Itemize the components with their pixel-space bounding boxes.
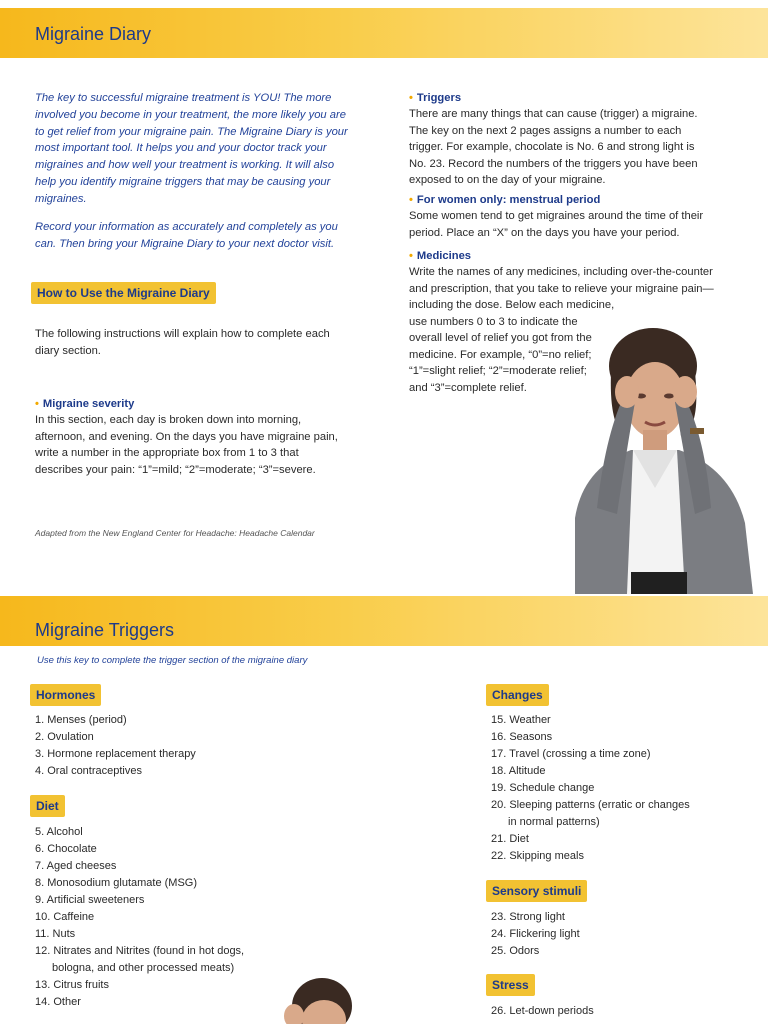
sensory-list bbox=[491, 909, 580, 960]
medicines-line: and “3”=complete relief. bbox=[409, 381, 527, 394]
stress-label: Stress bbox=[486, 974, 535, 996]
how-to-use-text: The following instructions will explain how to complete each diary section. bbox=[35, 328, 330, 357]
bullet-icon: • bbox=[409, 194, 413, 206]
list-item: 19. Schedule change bbox=[491, 782, 595, 794]
diary-title: Migraine Diary bbox=[35, 24, 152, 44]
diet-label: Diet bbox=[30, 795, 65, 817]
medicines-line: “1”=slight relief; “2”=moderate relief; bbox=[409, 365, 587, 377]
triggers-heading: Triggers bbox=[416, 92, 462, 104]
list-item: 7. Aged cheeses bbox=[35, 860, 117, 872]
list-item: 2. Ovulation bbox=[35, 731, 94, 743]
list-item: 25. Odors bbox=[491, 945, 540, 957]
stress-list bbox=[491, 1003, 594, 1020]
triggers-title: Migraine Triggers bbox=[35, 620, 175, 640]
credit-note: Adapted from the New England Center for Headache: Headache Calendar bbox=[35, 528, 315, 538]
list-item: 15. Weather bbox=[491, 714, 551, 726]
women-heading: For women only: menstrual period bbox=[416, 194, 601, 206]
list-item: 14. Other bbox=[35, 996, 81, 1008]
list-item: 13. Citrus fruits bbox=[35, 979, 109, 991]
women-subheading bbox=[409, 192, 600, 209]
list-item: 24. Flickering light bbox=[491, 928, 580, 940]
intro-paragraph-1: The key to successful migraine treatment is YOU! The more involved you become in your treatment, the more likely you are to get relief from your migraine pain. The Migraine Diary is your most important tool. It helps you and your doctor track your migraines and how well your treatment is working. It will also help you identify migraine triggers that may be causing your migraines. bbox=[35, 92, 348, 205]
triggers-text: There are many things that can cause (trigger) a migraine. The key on the next 2 pages assigns a number to each trigger. For example, chocolate is No. 6 and strong light is No. 23. Record the numbers of the triggers you have been exposed to on the day of your migraine. bbox=[409, 108, 698, 186]
list-item: 11. Nuts bbox=[35, 928, 76, 940]
medicines-subheading bbox=[409, 248, 471, 265]
women-text: Some women tend to get migraines around the time of their period. Place an “X” on the days you have your period. bbox=[409, 210, 704, 239]
sensory-label: Sensory stimuli bbox=[486, 880, 587, 902]
hormones-list bbox=[35, 712, 196, 780]
severity-subheading bbox=[35, 396, 134, 413]
woman-headache-photo-partial bbox=[280, 974, 360, 1024]
list-item: 16. Seasons bbox=[491, 731, 553, 743]
how-to-use-heading: How to Use the Migraine Diary bbox=[31, 282, 216, 304]
bullet-icon: • bbox=[409, 250, 413, 262]
severity-heading: Migraine severity bbox=[42, 398, 135, 410]
diet-list bbox=[35, 824, 244, 1011]
list-item: 5. Alcohol bbox=[35, 826, 83, 838]
list-item: 18. Altitude bbox=[491, 765, 546, 777]
list-item: 10. Caffeine bbox=[35, 911, 95, 923]
bullet-icon: • bbox=[409, 92, 413, 104]
triggers-key-note: Use this key to complete the trigger section of the migraine diary bbox=[37, 655, 308, 666]
hormones-label: Hormones bbox=[30, 684, 101, 706]
list-item: 26. Let-down periods bbox=[491, 1005, 594, 1017]
list-item: 20. Sleeping patterns (erratic or changes bbox=[491, 799, 690, 811]
medicines-line: Write the names of any medicines, including over-the-counter bbox=[409, 266, 713, 278]
list-item: 6. Chocolate bbox=[35, 843, 97, 855]
medicines-line: including the dose. Below each medicine, bbox=[409, 299, 615, 311]
list-item: 8. Monosodium glutamate (MSG) bbox=[35, 877, 198, 889]
woman-headache-photo bbox=[535, 318, 760, 594]
medicines-line: medicine. For example, “0”=no relief; bbox=[409, 348, 592, 361]
list-item: 21. Diet bbox=[491, 833, 529, 845]
severity-text: In this section, each day is broken down into morning, afternoon, and evening. On the days you have migraine pain, write a number in the appropriate box from 1 to 3 that describes your pain: “1”=mild; “2”=moderate; “3”=severe. bbox=[35, 414, 338, 476]
medicines-heading: Medicines bbox=[416, 250, 472, 262]
list-item: 1. Menses (period) bbox=[35, 714, 127, 726]
changes-label: Changes bbox=[486, 684, 549, 706]
medicines-line: and prescription, that you take to relieve your migraine pain— bbox=[409, 282, 714, 295]
list-item: 23. Strong light bbox=[491, 911, 565, 923]
list-item: 22. Skipping meals bbox=[491, 850, 584, 862]
list-item: 4. Oral contraceptives bbox=[35, 765, 142, 777]
list-item: 3. Hormone replacement therapy bbox=[35, 748, 196, 760]
changes-list bbox=[491, 712, 690, 865]
medicines-line: use numbers 0 to 3 to indicate the bbox=[409, 315, 578, 328]
medicines-line: overall level of relief you got from the bbox=[409, 332, 592, 344]
list-item: 9. Artificial sweeteners bbox=[35, 894, 145, 906]
intro-paragraph-2: Record your information as accurately and completely as you can. Then bring your Migraine Diary to your next doctor visit. bbox=[35, 221, 338, 250]
list-item: bologna, and other processed meats) bbox=[52, 962, 235, 974]
list-item: 12. Nitrates and Nitrites (found in hot dogs, bbox=[35, 945, 245, 957]
list-item: 17. Travel (crossing a time zone) bbox=[491, 748, 651, 760]
triggers-subheading bbox=[409, 90, 461, 107]
list-item: in normal patterns) bbox=[508, 816, 600, 828]
bullet-icon: • bbox=[35, 398, 39, 410]
